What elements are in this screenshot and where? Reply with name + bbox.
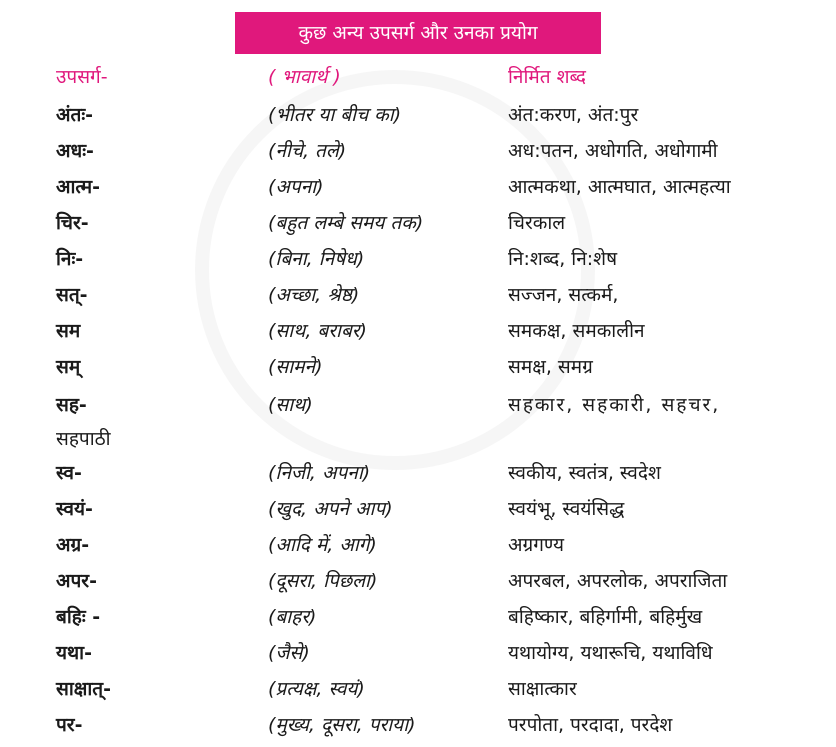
table-row bbox=[0, 710, 836, 740]
prefix: साक्षात्- bbox=[56, 678, 112, 700]
prefix: स्व- bbox=[56, 462, 82, 484]
header-prefix: उपसर्ग- bbox=[56, 66, 108, 88]
derived-words: स्वकीय, स्वतंत्र, स्वदेश bbox=[508, 462, 661, 484]
derived-words: बहिष्कार, बहिर्गामी, बहिर्मुख bbox=[508, 606, 703, 628]
derived-words: सहकार, सहकारी, सहचर, bbox=[508, 394, 721, 416]
table-header bbox=[0, 62, 836, 92]
derived-words: साक्षात्कार bbox=[508, 678, 577, 700]
prefix: निः- bbox=[56, 248, 84, 270]
meaning: (प्रत्यक्ष, स्वयं) bbox=[268, 678, 365, 700]
table-row bbox=[0, 530, 836, 560]
derived-words: समकक्ष, समकालीन bbox=[508, 320, 645, 342]
derived-words: अध:पतन, अधोगति, अधोगामी bbox=[508, 140, 718, 162]
prefix: अंतः- bbox=[56, 104, 94, 126]
prefix: आत्म- bbox=[56, 176, 101, 198]
derived-words: परपोता, परदादा, परदेश bbox=[508, 714, 673, 736]
table-row bbox=[0, 602, 836, 632]
table-row bbox=[0, 100, 836, 130]
header-words: निर्मित शब्द bbox=[508, 66, 586, 88]
prefix: सत्- bbox=[56, 284, 88, 306]
table-row bbox=[0, 458, 836, 488]
meaning: (सामने) bbox=[268, 356, 323, 378]
meaning: (साथ, बराबर) bbox=[268, 320, 367, 342]
wrapped-word: सहपाठी bbox=[56, 428, 111, 450]
table-row bbox=[0, 244, 836, 274]
derived-words: आत्मकथा, आत्मघात, आत्महत्या bbox=[508, 176, 731, 198]
derived-words: स्वयंभू, स्वयंसिद्ध bbox=[508, 498, 625, 520]
table-row bbox=[0, 208, 836, 238]
derived-words: अंत:करण, अंत:पुर bbox=[508, 104, 639, 126]
derived-words: नि:शब्द, नि:शेष bbox=[508, 248, 618, 270]
table-row bbox=[0, 674, 836, 704]
prefix: बहिः - bbox=[56, 606, 101, 628]
meaning: (साथ) bbox=[268, 394, 313, 416]
meaning: (अपना) bbox=[268, 176, 324, 198]
prefix: पर- bbox=[56, 714, 83, 736]
table-row bbox=[0, 172, 836, 202]
table-row bbox=[0, 494, 836, 524]
prefix: सम bbox=[56, 320, 81, 342]
prefix: यथा- bbox=[56, 642, 92, 664]
prefix: अधः- bbox=[56, 140, 94, 162]
meaning: (नीचे, तले) bbox=[268, 140, 347, 162]
prefix: अग्र- bbox=[56, 534, 90, 556]
meaning: (बिना, निषेध) bbox=[268, 248, 365, 270]
table-row bbox=[0, 638, 836, 668]
derived-words: यथायोग्य, यथारूचि, यथाविधि bbox=[508, 642, 713, 664]
derived-words: अग्रगण्य bbox=[508, 534, 564, 556]
prefix: चिर- bbox=[56, 212, 89, 234]
table-row bbox=[0, 316, 836, 346]
meaning: (मुख्य, दूसरा, पराया) bbox=[268, 714, 416, 736]
meaning: (जैसे) bbox=[268, 642, 310, 664]
meaning: (बहुत लम्बे समय तक) bbox=[268, 212, 424, 234]
derived-words: समक्ष, समग्र bbox=[508, 356, 593, 378]
derived-words: अपरबल, अपरलोक, अपराजिता bbox=[508, 570, 728, 592]
table-row bbox=[0, 280, 836, 310]
prefix: सम् bbox=[56, 356, 81, 378]
meaning: (दूसरा, पिछला) bbox=[268, 570, 378, 592]
meaning: (आदि में, आगे) bbox=[268, 534, 377, 556]
meaning: (खुद, अपने आप) bbox=[268, 498, 393, 520]
meaning: (निजी, अपना) bbox=[268, 462, 371, 484]
prefix: स्वयं- bbox=[56, 498, 93, 520]
meaning: (बाहर) bbox=[268, 606, 317, 628]
table-row bbox=[0, 566, 836, 596]
prefix: अपर- bbox=[56, 570, 97, 592]
table-row bbox=[0, 136, 836, 166]
section-title: कुछ अन्य उपसर्ग और उनका प्रयोग bbox=[235, 12, 601, 54]
derived-words: सज्जन, सत्कर्म, bbox=[508, 284, 619, 306]
meaning: (अच्छा, श्रेष्ठ) bbox=[268, 284, 360, 306]
prefix: सह- bbox=[56, 394, 87, 416]
header-meaning: ( भावार्थ ) bbox=[268, 66, 341, 88]
derived-words: चिरकाल bbox=[508, 212, 566, 234]
table-row bbox=[0, 390, 836, 420]
meaning: (भीतर या बीच का) bbox=[268, 104, 402, 126]
table-row bbox=[0, 352, 836, 382]
